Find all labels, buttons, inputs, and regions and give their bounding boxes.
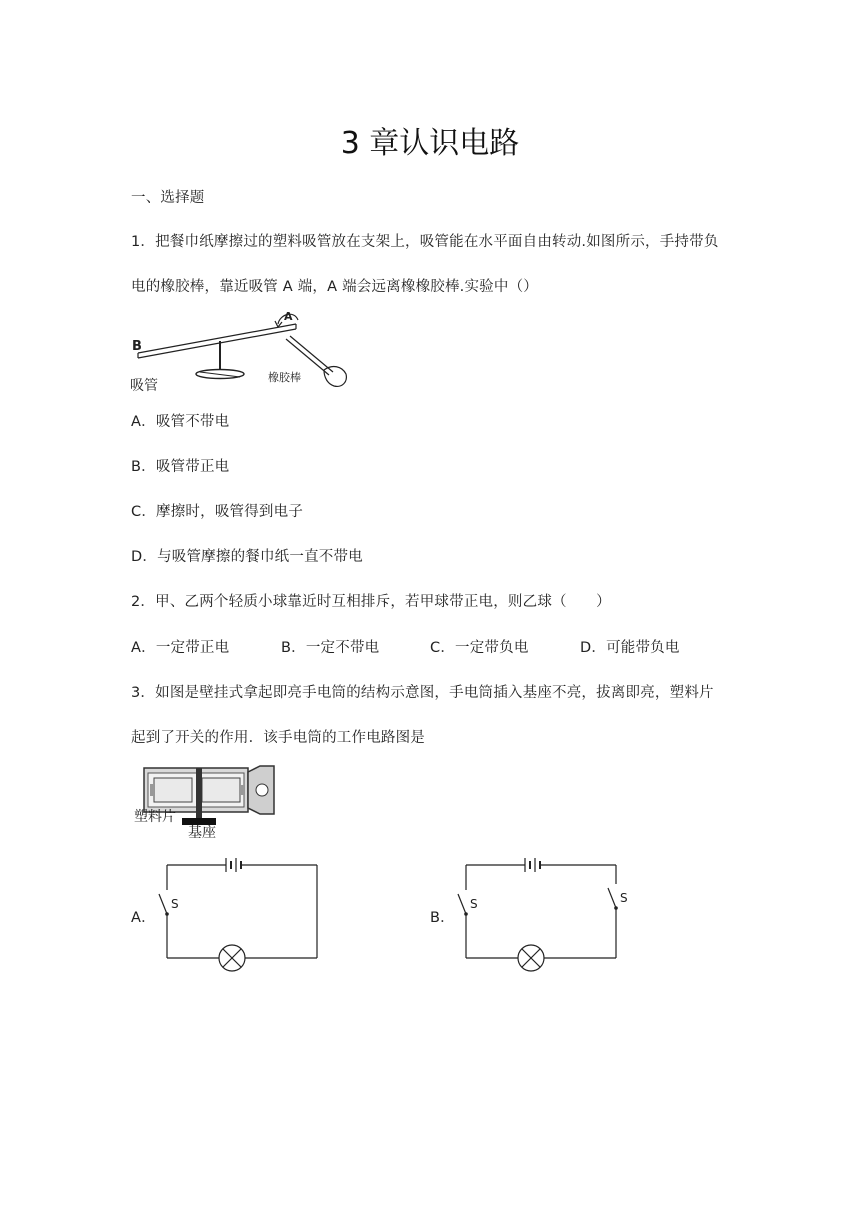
q1-option-c: C．摩擦时，吸管得到电子 — [131, 504, 304, 520]
plastic-piece — [196, 768, 202, 820]
q3-text-line1: 3．如图是壁挂式拿起即亮手电筒的结构示意图，手电筒插入基座不亮，拔离即亮，塑料片 — [131, 685, 714, 701]
q2-text: 2．甲、乙两个轻质小球靠近时互相排斥，若甲球带正电，则乙球（ ） — [131, 594, 611, 610]
circuit-b — [449, 852, 639, 978]
q1-option-a: A．吸管不带电 — [131, 414, 230, 430]
switch-icon-left — [458, 894, 466, 914]
page-title: 3 章认识电路 — [340, 126, 520, 161]
q1-text-line1: 1．把餐巾纸摩擦过的塑料吸管放在支架上，吸管能在水平面自由转动.如图所示，手持带负 — [131, 234, 719, 250]
hand-icon — [324, 367, 346, 387]
label-b: B — [132, 339, 142, 354]
switch-label-left: S — [470, 897, 478, 911]
switch-label-right: S — [620, 891, 628, 905]
label-base: 基座 — [188, 825, 216, 841]
q2-option-b: B．一定不带电 — [281, 640, 380, 656]
label-rod: 橡胶棒 — [268, 371, 301, 384]
section-heading: 一、选择题 — [131, 190, 205, 206]
flashlight-figure — [132, 764, 282, 840]
label-a: A — [284, 310, 293, 323]
q1-text-line2: 电的橡胶棒，靠近吸管 A 端，A 端会远离橡橡胶棒.实验中（） — [131, 279, 538, 295]
battery-left — [154, 778, 192, 802]
q2-option-a: A．一定带正电 — [131, 640, 230, 656]
q1-option-d: D．与吸管摩擦的餐巾纸一直不带电 — [131, 549, 363, 565]
rubber-rod — [290, 336, 333, 372]
q3-text-line2: 起到了开关的作用．该手电筒的工作电路图是 — [131, 730, 425, 746]
straw-line-top — [138, 324, 296, 353]
q1-option-b: B．吸管带正电 — [131, 459, 230, 475]
circuit-a-option: A． — [131, 910, 156, 926]
bulb-icon — [256, 784, 268, 796]
straw-experiment-figure — [128, 308, 358, 396]
label-plastic: 塑料片 — [134, 809, 176, 825]
label-straw: 吸管 — [130, 378, 158, 394]
q2-option-d: D．可能带负电 — [580, 640, 680, 656]
switch-label: S — [171, 897, 179, 911]
q2-option-c: C．一定带负电 — [430, 640, 529, 656]
straw-line-bottom — [138, 329, 296, 358]
switch-icon-right — [608, 888, 616, 908]
battery-right — [202, 778, 240, 802]
circuit-a — [150, 852, 330, 978]
switch-icon — [159, 894, 167, 914]
base-block — [182, 818, 216, 825]
circuit-b-option: B． — [430, 910, 455, 926]
